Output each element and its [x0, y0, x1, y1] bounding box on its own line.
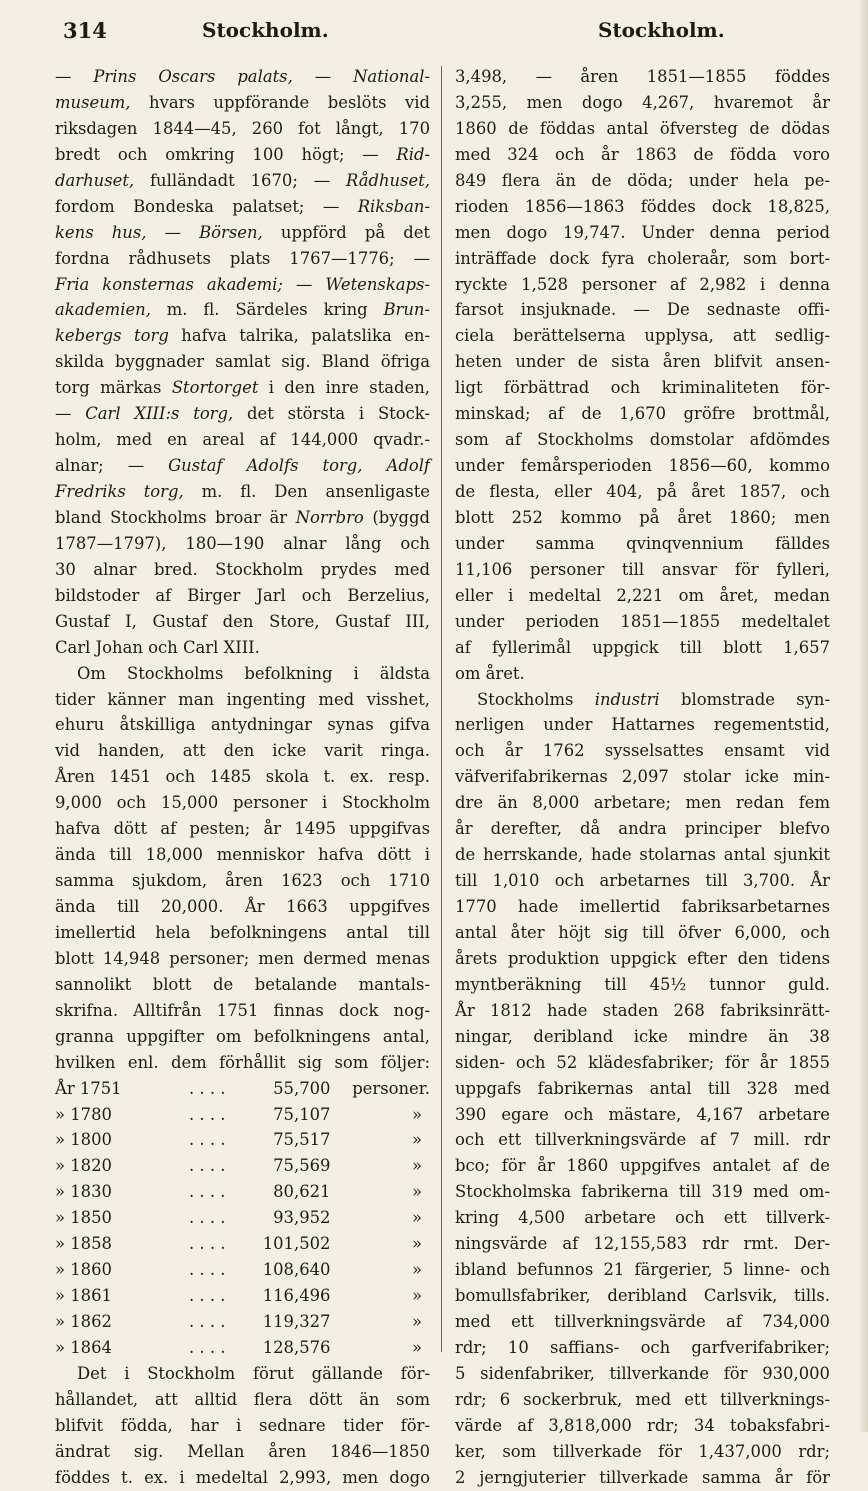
italic-text: Stortorget	[171, 378, 259, 398]
population-count: 128,576	[262, 1337, 331, 1357]
text-line	[455, 557, 830, 583]
text-span: inträffade dock fyra choleraår, som bort-	[455, 248, 830, 268]
text-line	[55, 90, 430, 116]
italic-text: Rådhuset,	[345, 170, 430, 190]
text-span: 30 alnar bred. Stockholm prydes med	[55, 559, 430, 579]
text-line	[55, 894, 430, 920]
population-year: År 1751	[55, 1078, 122, 1098]
text-span: under samma qvinqvennium fälldes	[455, 533, 830, 553]
text-span: bland Stockholms broar är	[55, 507, 296, 527]
italic-text: Gustaf Adolfs torg, Adolf	[168, 456, 430, 476]
text-line	[455, 738, 830, 764]
population-dots: . . . .	[189, 1078, 226, 1098]
text-span: Om Stockholms befolkning i äldsta	[77, 663, 430, 683]
italic-text: Norrbro	[295, 507, 364, 527]
text-span: farsot insjuknade. — De sednaste offi-	[455, 300, 830, 320]
population-unit: »	[411, 1130, 422, 1150]
text-line	[455, 401, 830, 427]
text-line	[55, 738, 430, 764]
text-line	[55, 375, 430, 401]
text-line	[55, 1050, 430, 1076]
text-span: Stockholms	[477, 689, 595, 709]
text-span: hafva dött af pesten; år 1495 uppgifvas	[55, 819, 430, 839]
page-edge	[858, 0, 868, 1432]
italic-text: Carl XIII:s torg,	[85, 404, 234, 424]
italic-text: museum,	[55, 92, 131, 112]
text-line	[55, 220, 430, 246]
text-span: Carl Johan och Carl XIII.	[55, 637, 260, 657]
text-span: fordna rådhusets plats 1767—1776; —	[55, 248, 430, 268]
text-span: år derefter, då andra principer blefvo	[455, 819, 830, 839]
text-line	[455, 609, 830, 635]
running-head-left: Stockholm.	[202, 18, 329, 42]
text-line	[455, 1179, 830, 1205]
text-line	[55, 1387, 430, 1413]
population-row	[55, 1153, 430, 1179]
running-head-right: Stockholm.	[598, 18, 725, 42]
text-line	[455, 790, 830, 816]
italic-text: Wetenskaps-	[325, 274, 430, 294]
text-line	[55, 816, 430, 842]
population-unit: »	[411, 1208, 422, 1228]
population-table	[55, 1076, 430, 1361]
italic-text: kens hus,	[55, 222, 147, 242]
text-span: och år 1762 sysselsattes ensamt vid	[455, 741, 830, 761]
text-span: det största i Stock-	[233, 404, 430, 424]
text-line	[455, 142, 830, 168]
population-row	[55, 1257, 430, 1283]
text-span: Det i Stockholm förut gällande för-	[77, 1363, 430, 1383]
text-line	[455, 1076, 830, 1102]
population-dots: . . . .	[189, 1156, 226, 1176]
text-span: m. fl. Den ansenligaste	[183, 482, 430, 501]
text-span: väfverifabrikernas 2,097 stolar icke min-	[455, 767, 830, 787]
text-span: torg märkas	[55, 378, 172, 398]
population-unit: »	[411, 1312, 422, 1331]
text-span: —	[282, 274, 326, 294]
text-line	[455, 1283, 830, 1309]
text-span: ker, som tillverkade för 1,437,000 rdr;	[455, 1441, 830, 1461]
text-span: myntberäkning till 45½ tunnor guld.	[455, 974, 830, 994]
text-span: skilda byggnader samlat sig. Bland öfriga	[55, 352, 430, 372]
text-line	[455, 90, 830, 116]
italic-text: Riksban-	[357, 196, 430, 216]
text-line	[455, 220, 830, 246]
text-line	[55, 116, 430, 142]
text-span: ända till 18,000 menniskor hafva dött i	[55, 845, 430, 865]
text-line	[455, 349, 830, 375]
population-row	[55, 1127, 430, 1153]
text-line	[455, 297, 830, 323]
text-span: under perioden 1851—1855 medeltalet	[455, 611, 830, 631]
text-span: 5 sidenfabriker, tillverkande för 930,000	[455, 1363, 830, 1383]
text-line	[55, 479, 430, 505]
text-line	[455, 920, 830, 946]
text-span: samma sjukdom, åren 1623 och 1710	[55, 871, 430, 891]
text-line	[455, 687, 830, 713]
population-unit: »	[411, 1182, 422, 1202]
text-line	[455, 1439, 830, 1465]
text-span: bco; för år 1860 uppgifves antalet af de	[455, 1156, 830, 1176]
text-line	[55, 194, 430, 220]
population-count: 75,107	[273, 1104, 331, 1124]
text-span: 390 egare och mästare, 4,167 arbetare	[455, 1104, 830, 1124]
text-line	[55, 505, 430, 531]
text-span: ehuru åtskilliga antydningar synas gifva	[55, 715, 430, 735]
text-line	[455, 1205, 830, 1231]
text-line	[55, 635, 430, 661]
text-span: ryckte 1,528 personer af 2,982 i denna	[455, 274, 830, 294]
text-span: i den inre staden,	[258, 378, 430, 398]
population-row	[55, 1309, 430, 1335]
population-dots: . . . .	[189, 1234, 226, 1254]
text-line	[455, 1102, 830, 1128]
text-span: —	[55, 404, 86, 424]
text-line	[455, 1361, 830, 1387]
text-line	[455, 842, 830, 868]
left-column-text	[55, 64, 430, 1076]
text-span: ligt förbättrad och kriminaliteten för-	[455, 378, 830, 398]
text-span: —	[292, 67, 354, 86]
text-span: bildstoder af Birger Jarl och Berzelius,	[55, 585, 430, 605]
text-line	[455, 998, 830, 1024]
population-year: » 1820	[55, 1156, 112, 1176]
text-line	[55, 297, 430, 323]
text-span: 849 flera än de döda; under hela pe-	[455, 170, 830, 190]
population-unit: »	[411, 1156, 422, 1176]
text-line	[455, 427, 830, 453]
population-unit: personer.	[352, 1078, 430, 1098]
text-line	[55, 1024, 430, 1050]
population-year: » 1780	[55, 1104, 112, 1124]
text-line	[55, 142, 430, 168]
column-divider	[441, 66, 442, 1352]
italic-text: darhuset,	[55, 170, 135, 190]
text-span: fulländadt 1670; —	[134, 170, 346, 190]
population-unit: »	[411, 1260, 422, 1280]
text-line	[455, 1257, 830, 1283]
text-span: 1770 hade imellertid fabriksarbetarnes	[455, 897, 830, 916]
italic-text: Prins Oscars palats,	[93, 67, 293, 86]
text-line	[55, 687, 430, 713]
text-line	[455, 194, 830, 220]
text-line	[455, 323, 830, 349]
population-dots: . . . .	[189, 1130, 226, 1150]
text-line	[55, 972, 430, 998]
text-span: (byggd	[363, 507, 430, 527]
text-span: riksdagen 1844—45, 260 fot långt, 170	[55, 118, 430, 138]
population-unit: »	[411, 1337, 422, 1357]
text-span: blott 252 kommo på året 1860; men	[455, 507, 830, 527]
text-line	[55, 712, 430, 738]
text-span: siden- och 52 klädesfabriker; för år 1855	[455, 1052, 830, 1072]
population-count: 116,496	[262, 1286, 331, 1306]
text-span: 3,498, — åren 1851—1855 föddes	[455, 67, 830, 86]
population-unit: »	[411, 1286, 422, 1306]
right-column	[455, 64, 830, 1491]
text-span: 11,106 personer till ansvar för fylleri,	[455, 559, 830, 579]
italic-text: industri	[594, 689, 660, 709]
text-span: föddes t. ex. i medeltal 2,993, men dogo	[55, 1467, 430, 1487]
text-span: holm, med en areal af 144,000 qvadr.-	[55, 430, 430, 450]
text-line	[455, 1335, 830, 1361]
text-line	[455, 712, 830, 738]
text-line	[455, 816, 830, 842]
text-line	[455, 1153, 830, 1179]
text-span: ningar, deribland icke mindre än 38	[455, 1026, 830, 1046]
text-span: År 1812 hade staden 268 fabriksinrätt-	[455, 1000, 830, 1020]
text-span: 9,000 och 15,000 personer i Stockholm	[55, 793, 430, 813]
text-span: blifvit födda, har i sednare tider för-	[55, 1415, 430, 1435]
text-line	[55, 1361, 430, 1387]
text-span: ända till 20,000. År 1663 uppgifves	[55, 897, 430, 916]
text-line	[455, 1231, 830, 1257]
population-row	[55, 1283, 430, 1309]
text-span: ändrat sig. Mellan åren 1846—1850	[55, 1441, 430, 1461]
text-span: 3,255, men dogo 4,267, hvaremot år	[455, 92, 830, 112]
text-line	[455, 764, 830, 790]
italic-text: Börsen,	[199, 222, 263, 242]
population-dots: . . . .	[189, 1208, 226, 1228]
text-span: rdr; 10 saffians- och garfverifabriker;	[455, 1337, 830, 1357]
population-year: » 1858	[55, 1234, 112, 1254]
text-line	[55, 1465, 430, 1491]
population-dots: . . . .	[189, 1260, 226, 1280]
population-year: » 1800	[55, 1130, 112, 1150]
text-span: Gustaf I, Gustaf den Store, Gustaf III,	[55, 611, 430, 631]
page-number: 314	[63, 18, 107, 43]
text-span: granna uppgifter om befolkningens antal,	[55, 1026, 430, 1046]
italic-text: Fria konsternas akademi;	[55, 274, 283, 294]
text-span: tider känner man ingenting med visshet,	[55, 689, 430, 709]
text-span: heten under de sista åren blifvit ansen-	[455, 352, 830, 372]
text-span: men dogo 19,747. Under denna period	[455, 222, 830, 242]
italic-text: Rid-	[396, 144, 430, 164]
text-span: om året.	[455, 663, 525, 683]
text-line	[55, 531, 430, 557]
population-row	[55, 1231, 430, 1257]
text-span: dre än 8,000 arbetare; men redan fem	[455, 793, 830, 813]
population-unit: »	[411, 1234, 422, 1254]
population-dots: . . . .	[189, 1286, 226, 1306]
text-span: af fyllerimål uppgick till blott 1,657	[455, 637, 830, 657]
text-line	[455, 1050, 830, 1076]
text-span: antal åter höjt sig till öfver 6,000, och	[455, 922, 830, 942]
text-line	[55, 842, 430, 868]
text-span: m. fl. Särdeles kring	[150, 300, 384, 320]
population-year: » 1864	[55, 1337, 112, 1357]
text-span: årets produktion uppgick efter den tidens	[455, 948, 830, 968]
text-line	[455, 453, 830, 479]
text-span: fordom Bondeska palatset; —	[55, 196, 358, 216]
text-line	[55, 609, 430, 635]
text-line	[55, 323, 430, 349]
text-span: kring 4,500 arbetare och ett tillverk-	[455, 1208, 830, 1228]
population-dots: . . . .	[189, 1337, 226, 1357]
text-line	[55, 427, 430, 453]
text-line	[55, 557, 430, 583]
text-line	[55, 790, 430, 816]
population-dots: . . . .	[189, 1182, 226, 1202]
text-line	[455, 64, 830, 90]
text-span: blomstrade syn-	[659, 689, 830, 709]
population-row	[55, 1076, 430, 1102]
population-row	[55, 1335, 430, 1361]
population-row	[55, 1179, 430, 1205]
text-span: med ett tillverkningsvärde af 734,000	[455, 1312, 830, 1331]
text-line	[455, 168, 830, 194]
population-year: » 1850	[55, 1208, 112, 1228]
population-dots: . . . .	[189, 1104, 226, 1124]
text-line	[55, 998, 430, 1024]
text-line	[55, 1413, 430, 1439]
population-row	[55, 1102, 430, 1128]
text-line	[455, 1024, 830, 1050]
text-line	[455, 868, 830, 894]
italic-text: akademien,	[55, 300, 151, 320]
text-line	[455, 479, 830, 505]
population-count: 75,517	[273, 1130, 331, 1150]
text-span: 1860 de föddas antal öfversteg de dödas	[455, 118, 830, 138]
text-span: imellertid hela befolkningens antal till	[55, 922, 430, 942]
text-line	[455, 272, 830, 298]
text-line	[55, 920, 430, 946]
text-span: ibland befunnos 21 färgerier, 5 linne- och	[455, 1260, 830, 1280]
text-span: sannolikt blott de betalande mantals-	[55, 974, 430, 994]
text-span: minskad; af de 1,670 gröfre brottmål,	[455, 404, 830, 424]
left-column-text-after-table	[55, 1361, 430, 1491]
text-span: hvars uppförande beslöts vid	[130, 92, 430, 112]
population-year: » 1861	[55, 1286, 112, 1306]
text-span: med 324 och år 1863 de födda voro	[455, 144, 830, 164]
text-line	[455, 894, 830, 920]
text-span: skrifna. Alltifrån 1751 finnas dock nog-	[55, 1000, 430, 1020]
population-year: » 1860	[55, 1260, 112, 1280]
population-count: 93,952	[273, 1208, 331, 1228]
text-span: Stockholmska fabrikerna till 319 med om-	[455, 1182, 830, 1202]
text-line	[455, 505, 830, 531]
text-line	[55, 661, 430, 687]
population-row	[55, 1205, 430, 1231]
text-line	[55, 868, 430, 894]
text-line	[55, 168, 430, 194]
text-span: eller i medeltal 2,221 om året, medan	[455, 585, 830, 605]
italic-text: National-	[353, 67, 430, 86]
text-line	[455, 1127, 830, 1153]
population-unit: »	[411, 1104, 422, 1124]
text-span: 1787—1797), 180—190 alnar lång och	[55, 533, 430, 553]
population-count: 119,327	[262, 1312, 331, 1331]
text-line	[455, 246, 830, 272]
population-count: 55,700	[273, 1078, 331, 1098]
text-span: blott 14,948 personer; men dermed menas	[55, 948, 430, 968]
text-span: uppförd på det	[262, 222, 430, 242]
text-span: nerligen under Hattarnes regementstid,	[455, 715, 830, 735]
italic-text: Fredriks torg,	[55, 482, 184, 501]
text-line	[55, 246, 430, 272]
text-span: som af Stockholms domstolar afdömdes	[455, 430, 830, 450]
text-span: bomullsfabriker, deribland Carlsvik, tills.	[455, 1286, 830, 1306]
text-line	[455, 946, 830, 972]
page-header	[0, 18, 868, 50]
text-span: hafva talrika, palatslika en-	[168, 326, 430, 346]
text-span: värde af 3,818,000 rdr; 34 tobaksfabri-	[455, 1415, 830, 1435]
text-line	[455, 661, 830, 687]
left-column	[55, 64, 430, 1491]
text-line	[55, 583, 430, 609]
text-span: under femårsperioden 1856—60, kommo	[455, 456, 830, 476]
text-span: —	[146, 222, 200, 242]
population-year: » 1862	[55, 1312, 112, 1331]
text-line	[455, 583, 830, 609]
text-line	[55, 453, 430, 479]
text-span: de herrskande, hade stolarnas antal sjunkit	[455, 845, 830, 865]
population-count: 108,640	[262, 1260, 331, 1280]
text-span: rdr; 6 sockerbruk, med ett tillverknings-	[455, 1389, 830, 1409]
population-dots: . . . .	[189, 1312, 226, 1331]
text-line	[455, 1309, 830, 1335]
text-line	[455, 635, 830, 661]
text-span: alnar; —	[55, 456, 169, 476]
text-span: rioden 1856—1863 föddes dock 18,825,	[455, 196, 830, 216]
text-line	[455, 531, 830, 557]
text-span: uppgafs fabrikernas antal till 328 med	[455, 1078, 830, 1098]
right-column-text	[455, 64, 830, 1491]
text-line	[455, 375, 830, 401]
text-line	[455, 1413, 830, 1439]
text-line	[455, 116, 830, 142]
text-span: vid handen, att den icke varit ringa.	[55, 741, 430, 761]
text-line	[55, 349, 430, 375]
text-line	[55, 64, 430, 90]
population-year: » 1830	[55, 1182, 112, 1202]
text-span: hvilken enl. dem förhållit sig som följer:	[55, 1052, 430, 1072]
text-span: ningsvärde af 12,155,583 rdr rmt. Der-	[455, 1234, 830, 1254]
text-span: hållandet, att alltid flera dött än som	[55, 1389, 430, 1409]
population-count: 101,502	[262, 1234, 331, 1254]
text-span: Åren 1451 och 1485 skola t. ex. resp.	[55, 767, 430, 787]
text-span: ciela berättelserna upplysa, att sedlig-	[455, 326, 830, 346]
text-line	[455, 972, 830, 998]
italic-text: Brun-	[383, 300, 430, 320]
text-line	[55, 272, 430, 298]
text-span: bredt och omkring 100 högt; —	[55, 144, 397, 164]
population-count: 80,621	[273, 1182, 331, 1202]
text-span: —	[55, 67, 94, 86]
text-span: och ett tillverkningsvärde af 7 mill. rdr	[455, 1130, 830, 1150]
italic-text: kebergs torg	[55, 326, 169, 346]
text-line	[55, 764, 430, 790]
text-line	[55, 946, 430, 972]
text-line	[55, 1439, 430, 1465]
population-count: 75,569	[273, 1156, 331, 1176]
text-line	[55, 401, 430, 427]
text-span: 2 jerngjuterier tillverkade samma år för	[455, 1467, 830, 1487]
text-span: till 1,010 och arbetarnes till 3,700. År	[455, 871, 830, 891]
text-span: de flesta, eller 404, på året 1857, och	[455, 482, 830, 501]
text-line	[455, 1387, 830, 1413]
text-line	[455, 1465, 830, 1491]
